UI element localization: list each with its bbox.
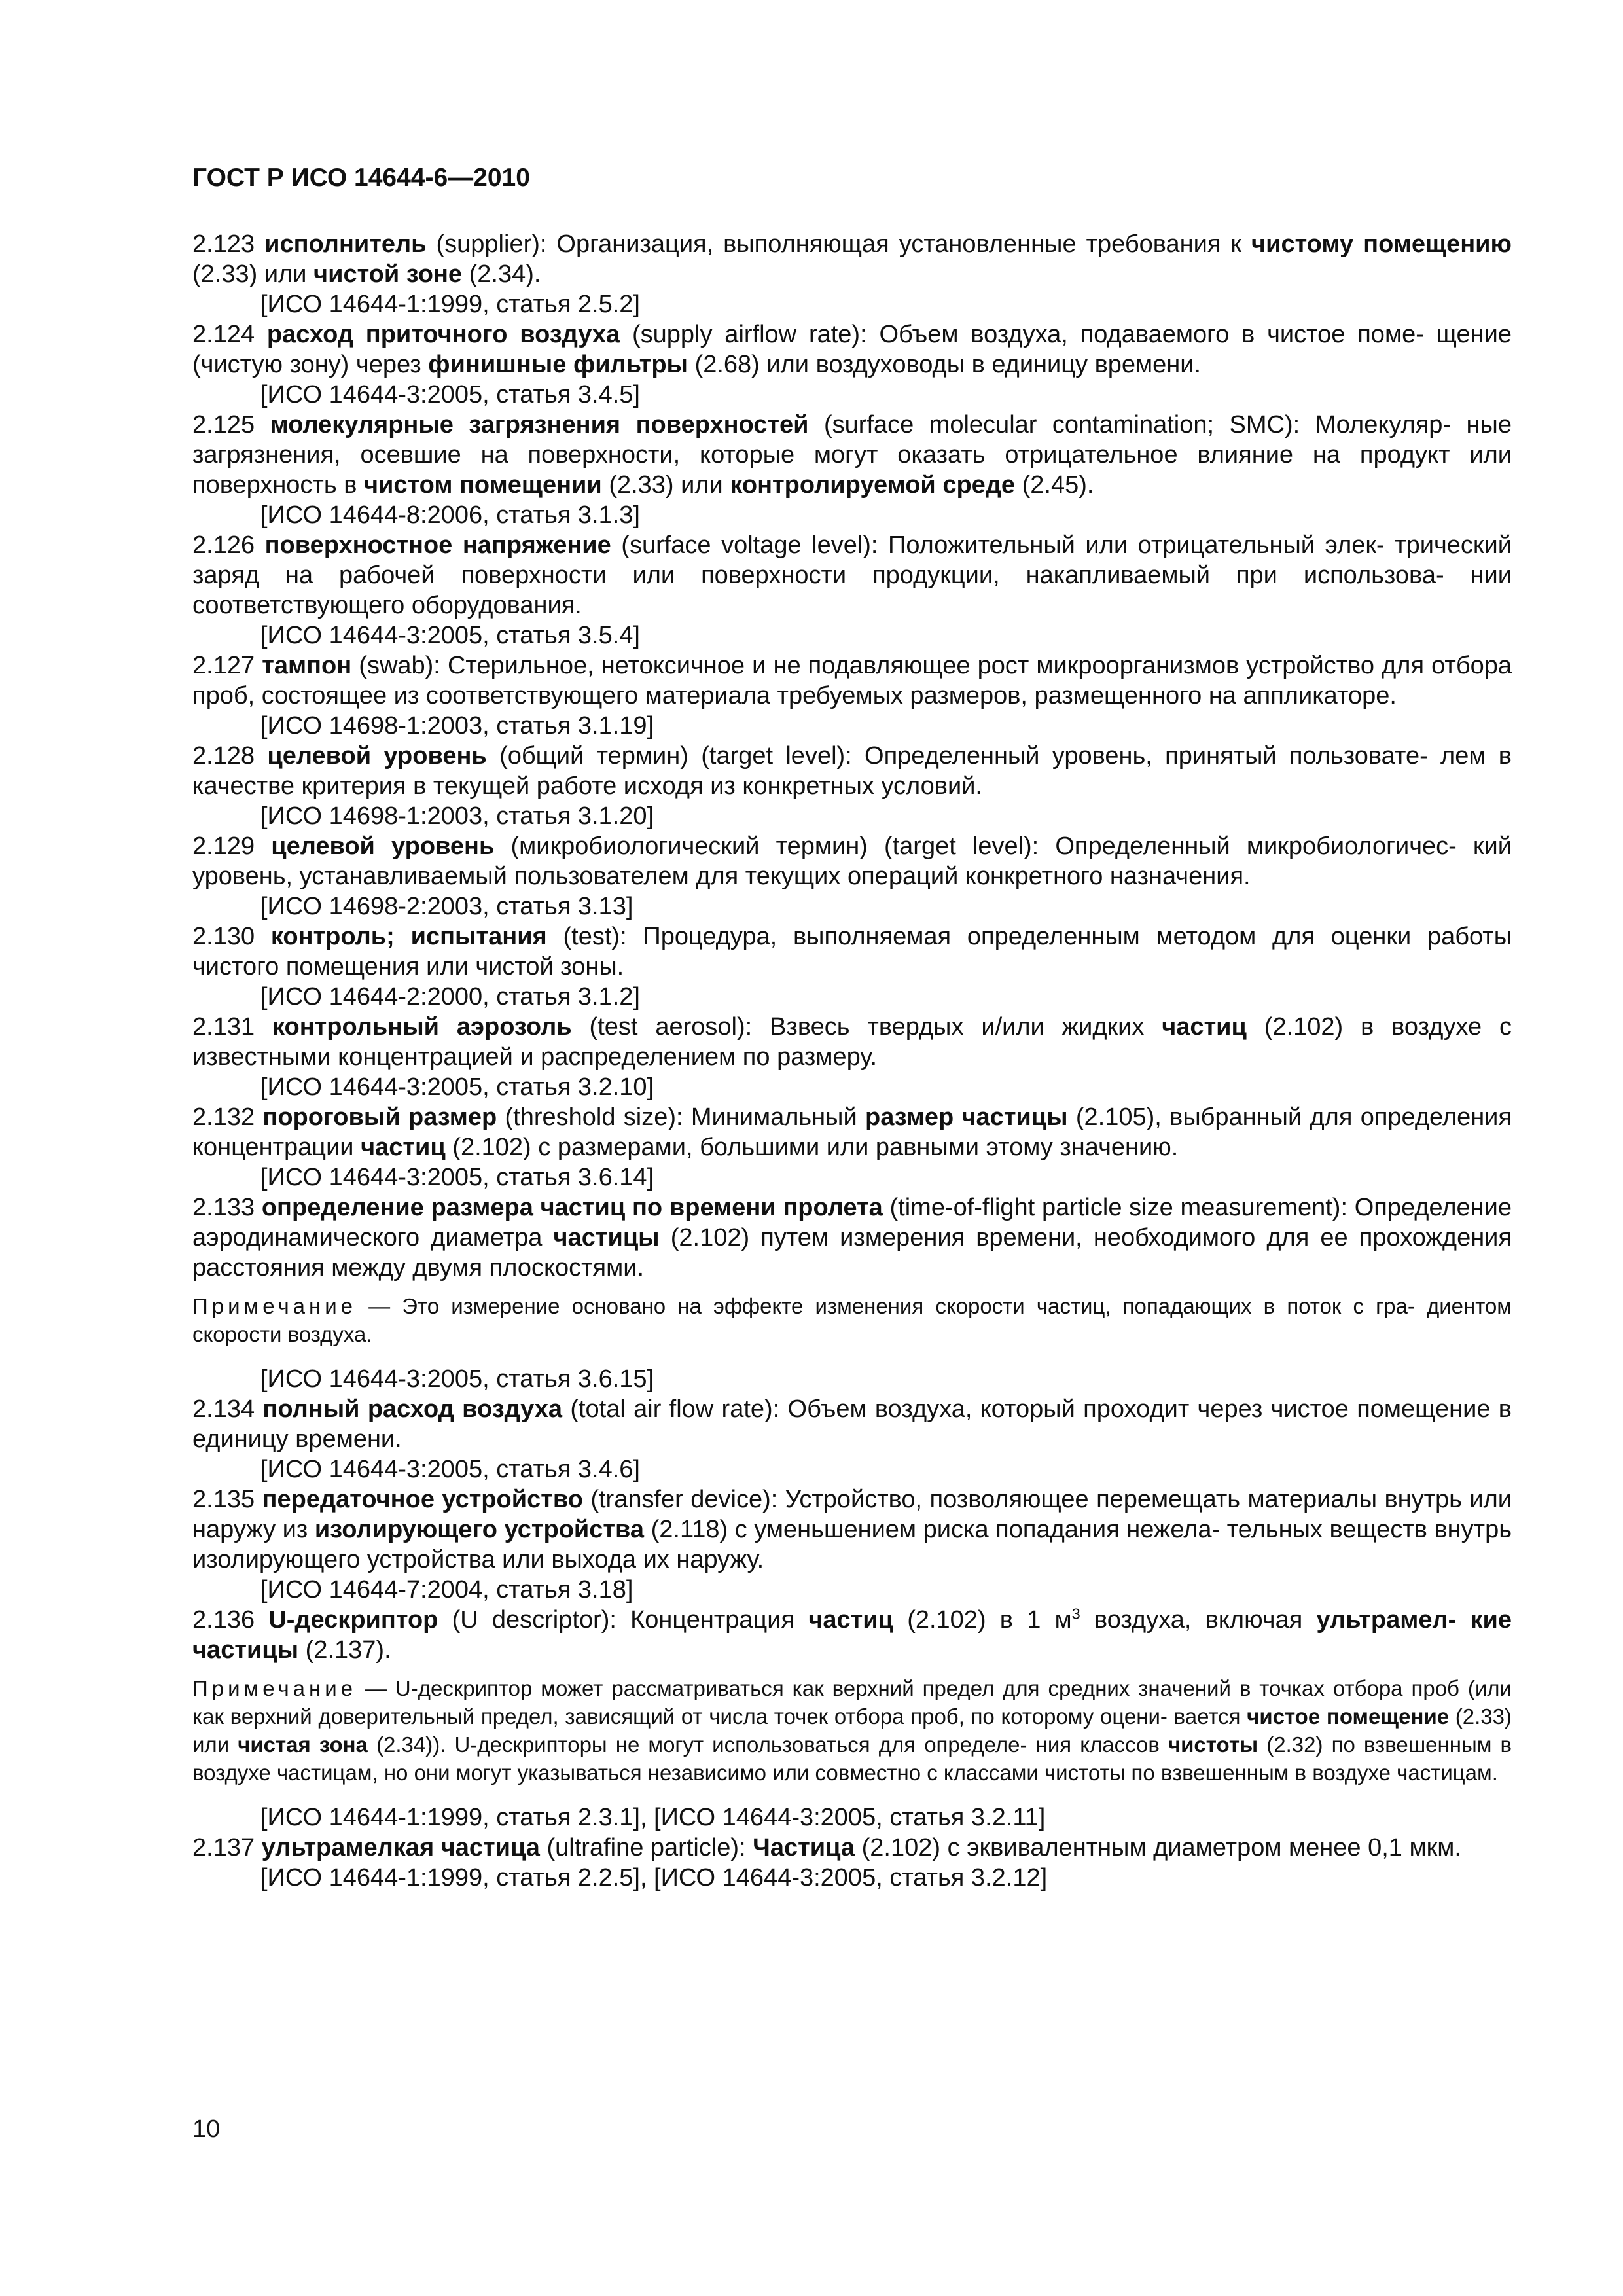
text-run: 2.134 (192, 1395, 263, 1423)
text-run: (2.137). (298, 1636, 391, 1664)
text-run: (swab): Стерильное, нетоксичное и не подавляющее рост микроорганизмов устройство для отбора проб, состоящее из соответствующего материала требуемых размеров, размещенного на аппликаторе. (192, 652, 1512, 709)
note-label: Примечание (192, 1676, 357, 1700)
text-run: (total air flow rate): Объем воздуха, который проходит через чистое помещение в единицу времени. (192, 1395, 1512, 1453)
text-run: — Это измерение основано на эффекте изменения скорости частиц, попадающих в поток с гра- диентом скорости воздуха. (192, 1294, 1512, 1346)
note-label: Примечание (192, 1294, 357, 1318)
text-run: (2.102) путем измерения времени, необходимого для ее прохождения расстояния между двумя плоскостями. (192, 1224, 1512, 1282)
term-text: передаточное устройство (262, 1486, 583, 1513)
term-entry (192, 530, 1512, 620)
term-text: ультрамел- кие частицы (192, 1606, 1512, 1664)
note (192, 1674, 1512, 1787)
text-run: 2.128 (192, 742, 268, 770)
term-entry (192, 831, 1512, 891)
text-run: (2.45). (1015, 471, 1094, 499)
text-run: (2.34). (462, 260, 541, 288)
text-run: (surface molecular contamination; SMC): Молекуляр- ные загрязнения, осевшие на поверхности, которые могут оказать отрицательное влияние на продукт или поверхность в (192, 411, 1512, 499)
source-reference: [ИСО 14644-3:2005, статья 3.6.15] (260, 1365, 654, 1393)
text-run: 2.127 (192, 652, 262, 679)
text-run: 3 (1071, 1605, 1080, 1623)
term-entry (192, 1012, 1512, 1072)
term-text: контролируемой среде (730, 471, 1016, 499)
note (192, 1292, 1512, 1348)
source-reference: [ИСО 14644-1:1999, статья 2.3.1], [ИСО 14644-3:2005, статья 3.2.11] (260, 1804, 1046, 1831)
text-run: (микробиологический термин) (target level): Определенный микробиологичес- кий уровень, устанавливаемый пользователем для текущих операций конкретного назначения. (192, 833, 1512, 890)
text-run: (surface voltage level): Положительный или отрицательный элек- трический заряд на рабочей поверхности или поверхности продукции, накапливаемый при использова- нии соответствующего оборудования. (192, 531, 1512, 619)
text-run: (threshold size): Минимальный (497, 1103, 865, 1131)
text-run: (supplier): Организация, выполняющая установленные требования к (426, 230, 1252, 258)
term-text: изолирующего устройства (314, 1516, 645, 1543)
text-run: (test aerosol): Взвесь твердых и/или жидких (571, 1013, 1162, 1041)
term-text: частицы (553, 1224, 660, 1251)
text-run: (time-of-flight particle size measurement): Определение аэродинамического диаметра (192, 1194, 1512, 1251)
text-run: (2.33) или (192, 1704, 1512, 1757)
text-run: (U descriptor): Концентрация (438, 1606, 809, 1634)
text-run: (2.34)). U-дескрипторы не могут использоваться для определе- ния классов (367, 1732, 1168, 1757)
text-run: 2.136 (192, 1606, 269, 1634)
text-run: (2.32) по взвешенным в воздухе частицам, но они могут указываться независимо или совместно с классами чистоты по взвешенным в воздухе частицам. (192, 1732, 1512, 1785)
text-run: (supply airflow rate): Объем воздуха, подаваемого в чистое поме- щение (чистую зону) через (192, 321, 1512, 378)
term-entry (192, 922, 1512, 982)
term-entry (192, 1605, 1512, 1665)
term-text: ультрамелкая частица (261, 1834, 540, 1861)
term-text: частиц (361, 1134, 446, 1161)
term-entry (192, 1102, 1512, 1162)
term-entry (192, 1833, 1512, 1863)
term-entry (192, 1394, 1512, 1454)
source-reference: [ИСО 14644-8:2006, статья 3.1.3] (260, 501, 640, 529)
term-text: поверхностное напряжение (264, 531, 611, 559)
term-text: частиц (808, 1606, 893, 1634)
term-text: полный расход воздуха (262, 1395, 563, 1423)
text-run: 2.130 (192, 923, 271, 950)
term-text: тампон (262, 652, 352, 679)
document-page (192, 164, 1512, 1893)
term-text: расход приточного воздуха (266, 321, 620, 348)
term-text: исполнитель (264, 230, 427, 258)
text-run: (2.105), выбранный для определения концентрации (192, 1103, 1512, 1161)
term-text: частиц (1162, 1013, 1247, 1041)
term-text: контроль; испытания (270, 923, 547, 950)
term-text: чистое помещение (1247, 1704, 1450, 1729)
text-run: (test): Процедура, выполняемая определенным методом для оценки работы чистого помещения или чистой зоны. (192, 923, 1512, 980)
term-text: чистой зоне (313, 260, 463, 288)
term-text: Частица (753, 1834, 855, 1861)
source-reference: [ИСО 14644-3:2005, статья 3.4.6] (260, 1456, 640, 1483)
term-entry (192, 651, 1512, 711)
source-reference: [ИСО 14644-3:2005, статья 3.6.14] (260, 1164, 654, 1191)
text-run: (2.102) в воздухе с известными концентрацией и распределением по размеру. (192, 1013, 1512, 1071)
text-run: 2.129 (192, 833, 272, 860)
term-text: целевой уровень (267, 742, 487, 770)
term-entry (192, 1484, 1512, 1575)
source-reference: [ИСО 14698-1:2003, статья 3.1.20] (260, 802, 654, 830)
term-text: чистоты (1168, 1732, 1258, 1757)
text-run: (2.102) с размерами, большими или равными этому значению. (445, 1134, 1179, 1161)
term-text: финишные фильтры (428, 351, 688, 378)
text-run: (2.33) или (601, 471, 730, 499)
term-text: целевой уровень (271, 833, 495, 860)
text-run: (2.68) или воздуховоды в единицу времени. (688, 351, 1202, 378)
text-run: (ultrafine particle): (539, 1834, 753, 1861)
page-number: 10 (192, 2115, 221, 2143)
source-reference: [ИСО 14644-7:2004, статья 3.18] (260, 1576, 633, 1604)
source-reference: [ИСО 14698-1:2003, статья 3.1.19] (260, 712, 654, 740)
text-run: 2.126 (192, 531, 265, 559)
source-reference: [ИСО 14698-2:2003, статья 3.13] (260, 893, 633, 920)
term-text: определение размера частиц по времени пролета (261, 1194, 883, 1221)
text-run: 2.132 (192, 1103, 263, 1131)
source-reference: [ИСО 14644-3:2005, статья 3.2.10] (260, 1073, 654, 1101)
term-text: чистому помещению (1251, 230, 1512, 258)
term-text: контрольный аэрозоль (272, 1013, 572, 1041)
term-entry (192, 229, 1512, 289)
text-run: (2.118) с уменьшением риска попадания нежела- тельных веществ внутрь изолирующего устройства или выхода их наружу. (192, 1516, 1512, 1573)
text-run: (общий термин) (target level): Определенный уровень, принятый пользовате- лем в качестве критерия в текущей работе исходя из конкретных условий. (192, 742, 1512, 800)
term-text: пороговый размер (262, 1103, 497, 1131)
text-run: — U-дескриптор может рассматриваться как верхний предел для средних значений в точках отбора проб (или как верхний доверительный предел, зависящий от числа точек отбора проб, по которому оцени- вается (192, 1676, 1512, 1729)
text-run: 2.125 (192, 411, 270, 439)
source-reference: [ИСО 14644-1:1999, статья 2.5.2] (260, 291, 640, 318)
text-run: (2.102) с эквивалентным диаметром менее 0,1 мкм. (855, 1834, 1461, 1861)
term-text: U-дескриптор (268, 1606, 438, 1634)
text-run: 2.131 (192, 1013, 272, 1041)
term-entry (192, 319, 1512, 380)
source-reference: [ИСО 14644-3:2005, статья 3.5.4] (260, 622, 640, 649)
term-entry (192, 741, 1512, 801)
document-header: ГОСТ Р ИСО 14644-6—2010 (192, 164, 530, 192)
document-body (192, 229, 1512, 1893)
source-reference: [ИСО 14644-1:1999, статья 2.2.5], [ИСО 14644-3:2005, статья 3.2.12] (260, 1864, 1048, 1892)
term-entry (192, 410, 1512, 500)
term-text: чистом помещении (363, 471, 602, 499)
text-run: 2.124 (192, 321, 267, 348)
text-run: 2.133 (192, 1194, 262, 1221)
text-run: (2.33) или (192, 260, 314, 288)
source-reference: [ИСО 14644-2:2000, статья 3.1.2] (260, 983, 640, 1011)
term-text: молекулярные загрязнения поверхностей (270, 411, 809, 439)
text-run: воздуха, включая (1080, 1606, 1317, 1634)
text-run: (2.102) в 1 м (893, 1606, 1072, 1634)
source-reference: [ИСО 14644-3:2005, статья 3.4.5] (260, 381, 640, 408)
text-run: 2.123 (192, 230, 265, 258)
term-text: размер частицы (865, 1103, 1068, 1131)
term-entry (192, 1193, 1512, 1283)
text-run: (transfer device): Устройство, позволяющее перемещать материалы внутрь или наружу из (192, 1486, 1512, 1543)
term-text: чистая зона (238, 1732, 368, 1757)
text-run: 2.137 (192, 1834, 262, 1861)
text-run: 2.135 (192, 1486, 262, 1513)
